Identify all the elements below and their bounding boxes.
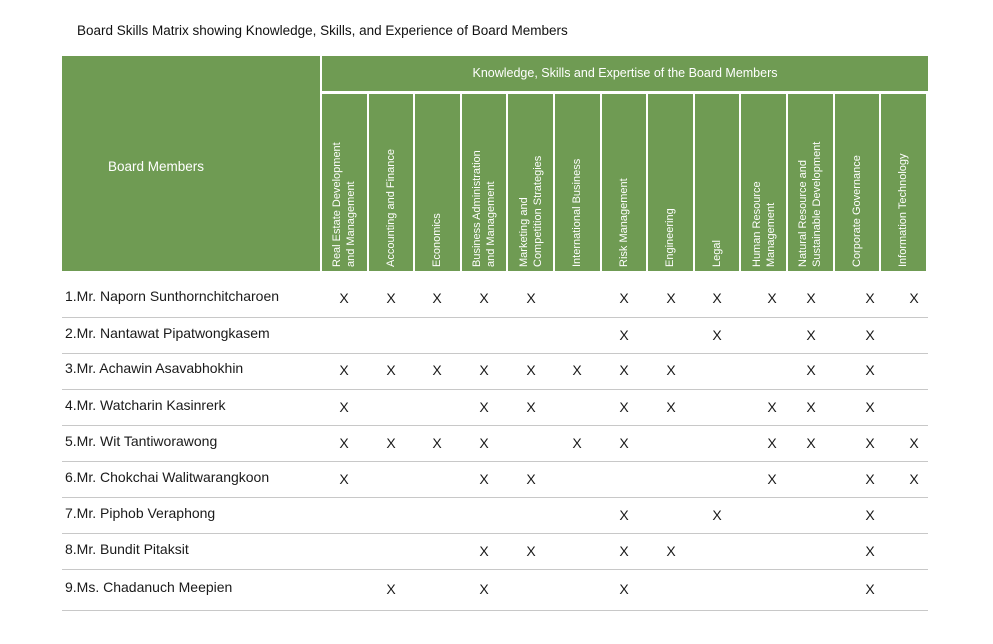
skill-mark: X <box>865 581 875 597</box>
skill-mark: X <box>479 581 489 597</box>
skills-group-header <box>322 56 928 91</box>
skill-mark: X <box>339 289 349 306</box>
skill-column-header <box>741 94 786 271</box>
skill-mark: X <box>666 289 676 306</box>
skill-mark: X <box>339 362 349 378</box>
skill-label-line: Business Administration <box>471 150 484 267</box>
skill-mark: X <box>526 398 536 415</box>
skill-label-line: Marketing and <box>517 197 530 267</box>
skill-mark: X <box>666 362 676 378</box>
table-row <box>62 462 928 498</box>
table-row <box>62 280 928 318</box>
table-row <box>62 534 928 570</box>
skill-mark: X <box>767 289 777 306</box>
skill-mark: X <box>806 434 816 451</box>
member-name: 1.Mr. Naporn Sunthornchitcharoen <box>65 287 280 304</box>
skill-label-line: Corporate Governance <box>850 155 863 267</box>
skill-mark: X <box>712 506 722 523</box>
skill-label-line: Sustainable Development <box>811 141 824 267</box>
skill-mark: X <box>339 434 349 451</box>
skill-mark: X <box>619 289 629 306</box>
skill-mark: X <box>479 470 489 487</box>
skill-mark: X <box>432 362 442 378</box>
skill-mark: X <box>619 362 629 378</box>
skill-label-line: Information Technology <box>897 153 910 267</box>
skill-mark: X <box>619 434 629 451</box>
skill-mark: X <box>386 362 396 378</box>
page-title: Board Skills Matrix showing Knowledge, Skills, and Experience of Board Members <box>77 23 568 38</box>
member-name: 3.Mr. Achawin Asavabhokhin <box>65 360 244 376</box>
skill-label-line: Human Resource <box>750 181 763 267</box>
skill-column-header <box>881 94 926 271</box>
skill-column-header <box>835 94 880 271</box>
matrix-header <box>62 56 928 271</box>
skill-label-line: Management <box>764 202 777 267</box>
skill-mark: X <box>526 289 536 306</box>
skill-column-label <box>330 97 358 267</box>
skill-mark: X <box>432 289 442 306</box>
skill-mark: X <box>386 581 396 597</box>
skill-mark: X <box>572 362 582 378</box>
skill-label-line: Accounting and Finance <box>384 148 397 267</box>
member-name: 4.Mr. Watcharin Kasinrerk <box>65 396 226 413</box>
skill-mark: X <box>619 326 629 343</box>
skill-label-line: Real Estate Development <box>331 142 344 267</box>
skill-column-header <box>508 94 553 271</box>
skill-column-label <box>430 97 444 267</box>
skill-column-label <box>750 97 778 267</box>
skill-mark: X <box>339 470 349 487</box>
skill-mark: X <box>806 326 816 343</box>
table-row <box>62 426 928 462</box>
skill-mark: X <box>865 289 875 306</box>
skill-label-line: and Management <box>485 181 498 267</box>
skill-mark: X <box>432 434 442 451</box>
skill-label-line: Competition Strategies <box>531 155 544 267</box>
skill-column-label <box>517 97 545 267</box>
member-name: 6.Mr. Chokchai Walitwarangkoon <box>65 468 270 485</box>
skill-label-line: Engineering <box>664 208 677 267</box>
skill-column-header <box>415 94 460 271</box>
member-name: 2.Mr. Nantawat Pipatwongkasem <box>65 324 270 341</box>
table-row <box>62 318 928 354</box>
skill-mark: X <box>526 542 536 559</box>
table-row <box>62 570 928 611</box>
skill-mark: X <box>619 542 629 559</box>
table-row <box>62 498 928 534</box>
skill-mark: X <box>767 470 777 487</box>
skill-label-line: International Business <box>571 158 584 267</box>
skill-mark: X <box>909 289 919 306</box>
skill-mark: X <box>479 434 489 451</box>
skill-mark: X <box>619 506 629 523</box>
skill-column-header <box>788 94 833 271</box>
skill-mark: X <box>806 362 816 378</box>
skill-column-label <box>470 97 498 267</box>
skill-column-label <box>896 97 910 267</box>
skill-column-label <box>710 97 724 267</box>
skill-column-label <box>617 97 631 267</box>
skill-mark: X <box>865 470 875 487</box>
skill-mark: X <box>619 581 629 597</box>
skill-column-header <box>462 94 507 271</box>
skill-column-label <box>384 97 398 267</box>
skill-column-header <box>695 94 740 271</box>
member-name: 9.Ms. Chadanuch Meepien <box>65 579 233 595</box>
board-members-header <box>62 56 320 271</box>
table-row <box>62 353 928 390</box>
skill-mark: X <box>339 398 349 415</box>
skill-mark: X <box>526 362 536 378</box>
skill-mark: X <box>865 326 875 343</box>
skill-column-header <box>602 94 647 271</box>
member-name: 8.Mr. Bundit Pitaksit <box>65 540 189 557</box>
table-row <box>62 390 928 426</box>
skill-mark: X <box>712 326 722 343</box>
skill-mark: X <box>806 398 816 415</box>
skill-column-label <box>850 97 864 267</box>
skill-column-label <box>663 97 677 267</box>
member-name: 7.Mr. Piphob Veraphong <box>65 504 216 521</box>
skill-mark: X <box>865 434 875 451</box>
member-name: 5.Mr. Wit Tantiworawong <box>65 432 218 449</box>
skill-label-line: Economics <box>431 213 444 267</box>
skill-mark: X <box>666 542 676 559</box>
skill-mark: X <box>386 289 396 306</box>
skill-mark: X <box>666 398 676 415</box>
skill-column-header <box>648 94 693 271</box>
skill-mark: X <box>865 362 875 378</box>
skill-column-header <box>555 94 600 271</box>
skill-mark: X <box>479 542 489 559</box>
skill-label-line: and Management <box>345 181 358 267</box>
skill-mark: X <box>526 470 536 487</box>
skill-label-line: Natural Resource and <box>797 159 810 267</box>
skill-mark: X <box>619 398 629 415</box>
skill-mark: X <box>712 289 722 306</box>
skill-mark: X <box>386 434 396 451</box>
skill-label-line: Legal <box>711 240 724 267</box>
skill-column-header <box>369 94 414 271</box>
skill-mark: X <box>909 434 919 451</box>
skill-mark: X <box>479 362 489 378</box>
skill-mark: X <box>767 434 777 451</box>
skill-column-header <box>322 94 367 271</box>
skill-column-label <box>796 97 824 267</box>
skill-mark: X <box>865 506 875 523</box>
skill-mark: X <box>865 398 875 415</box>
skill-mark: X <box>479 289 489 306</box>
skill-mark: X <box>767 398 777 415</box>
skill-mark: X <box>572 434 582 451</box>
skill-mark: X <box>806 289 816 306</box>
skill-column-label <box>570 97 584 267</box>
skill-mark: X <box>865 542 875 559</box>
skill-mark: X <box>479 398 489 415</box>
board-members-label: Board Members <box>108 159 205 174</box>
skill-mark: X <box>909 470 919 487</box>
skill-label-line: Risk Management <box>617 178 630 267</box>
skills-group-label: Knowledge, Skills and Expertise of the Board Members <box>472 66 778 80</box>
